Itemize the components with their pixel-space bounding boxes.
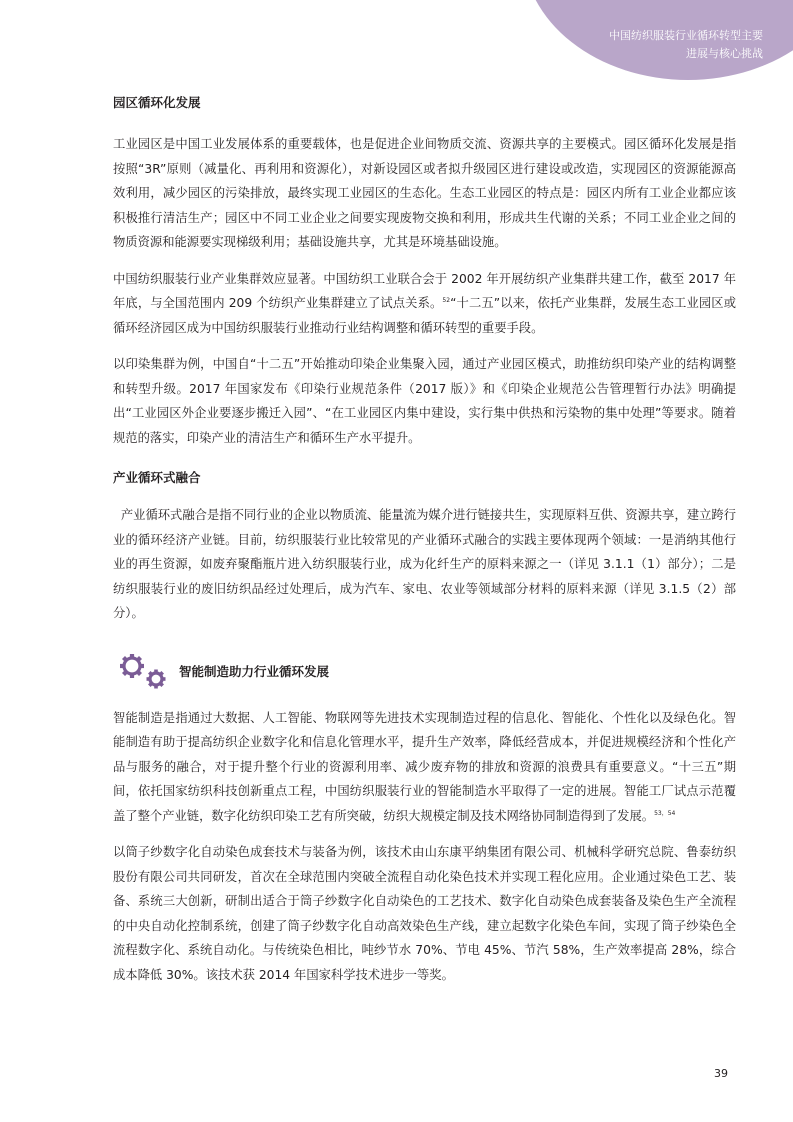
paragraph	[113, 267, 736, 341]
paragraph: 产业循环式融合是指不同行业的企业以物质流、能量流为媒介进行链接共生，实现原料互供、资源共享，建立跨行业的循环经济产业链。目前，纺织服装行业比较常见的产业循环式融合的实践主要体现两个领域：一是消纳其他行业的再生资源，如废弃聚酯瓶片进入纺织服装行业，成为化纤生产的原料来源之一（详见 3.1.1（1）部分）；二是纺织服装行业的废旧纺织品经过处理后，成为汽车、家电、农业等领域部分材料的原料来源（详见 3.1.5（2）部分）。	[113, 508, 736, 620]
paragraph-text: 智能制造是指通过大数据、人工智能、物联网等先进技术实现制造过程的信息化、智能化、个性化以及绿色化。智能制造有助于提高纺织企业数字化和信息化管理水平，提升生产效率，降低经营成本，并促进规模经济和个性化产品与服务的融合，对于提升整个行业的资源利用率、减少废弃物的排放和资源的浪费具有重要意义。“十三五”期间，依托国家纺织科技创新重点工程，中国纺织服装行业的智能制造水平取得了一定的进展。智能工厂试点示范覆盖了整个产业链，数字化纺织印染工艺有所突破，纺织大规模定制及技术网络协同制造得到了发展。	[113, 710, 736, 823]
paragraph-text: 中国纺织服装行业产业集群效应显著。中国纺织工业联合会于 2002 年开展纺织产业集群共建工作，截至 2017 年年底，与全国范围内 209 个纺织产业集群建立了试点关系。	[113, 271, 736, 310]
running-header	[523, 27, 763, 63]
paragraph: 以印染集群为例，中国自“十二五”开始推动印染企业集聚入园，通过产业园区模式，助推纺织印染产业的结构调整和转型升级。2017 年国家发布《印染行业规范条件（2017 版）》和《印染企业规范公告管理暂行办法》明确提出“工业园区外企业要逐步搬迁入园”、“在工业园区内集中建设，实行集中供热和污染物的集中处理”等要求。随着规范的落实，印染产业的清洁生产和循环生产水平提升。	[113, 357, 736, 445]
paragraph-text: “十二五”以来，依托产业集群，发展生态工业园区或循环经济园区成为中国纺织服装行业推动行业结构调整和循环转型的重要手段。	[113, 296, 736, 335]
section-heading-park: 园区循环化发展	[113, 95, 201, 110]
running-header-line2: 进展与核心挑战	[686, 47, 763, 60]
section-heading-smart-title: 智能制造助力行业循环发展	[179, 663, 330, 679]
page-content	[113, 93, 736, 987]
running-header-line1: 中国纺织服装行业循环转型主要	[609, 29, 763, 42]
page-number: 39	[714, 1067, 728, 1080]
paragraph: 工业园区是中国工业发展体系的重要载体，也是促进企业间物质交流、资源共享的主要模式。园区循环化发展是指按照“3R”原则（减量化、再利用和资源化），对新设园区或者拟升级园区进行建设或改造，实现园区的资源能源高效利用，减少园区的污染排放，最终实现工业园区的生态化。生态工业园区的特点是：园区内所有工业企业都应该积极推行清洁生产；园区中不同工业企业之间要实现废物交换和利用，形成共生代谢的关系；不同工业企业之间的物质资源和能源要实现梯级利用；基础设施共享，尤其是环境基础设施。	[113, 137, 736, 249]
section-heading-industry: 产业循环式融合	[113, 470, 201, 485]
section-heading-smart	[113, 646, 736, 696]
footnote-ref: 52	[442, 296, 451, 304]
gears-icon	[113, 646, 175, 696]
footnote-ref: 53，54	[654, 809, 676, 817]
paragraph: 以筒子纱数字化自动染色成套技术与装备为例，该技术由山东康平纳集团有限公司、机械科学研究总院、鲁泰纺织股份有限公司共同研发，首次在全球范围内突破全流程自动化染色技术并实现工程化应用。企业通过染色工艺、装备、系统三大创新，研制出适合于筒子纱数字化自动染色的工艺技术、数字化自动染色成套装备及染色生产全流程的中央自动化控制系统，创建了筒子纱数字化自动高效染色生产线，建立起数字化染色车间，实现了筒子纱染色全流程数字化、系统自动化。与传统染色相比，吨纱节水 70%、节电 45%、节汽 58%，生产效率提高 28%，综合成本降低 30%。该技术获 2014 年国家科学技术进步一等奖。	[113, 845, 736, 982]
paragraph	[113, 706, 736, 829]
